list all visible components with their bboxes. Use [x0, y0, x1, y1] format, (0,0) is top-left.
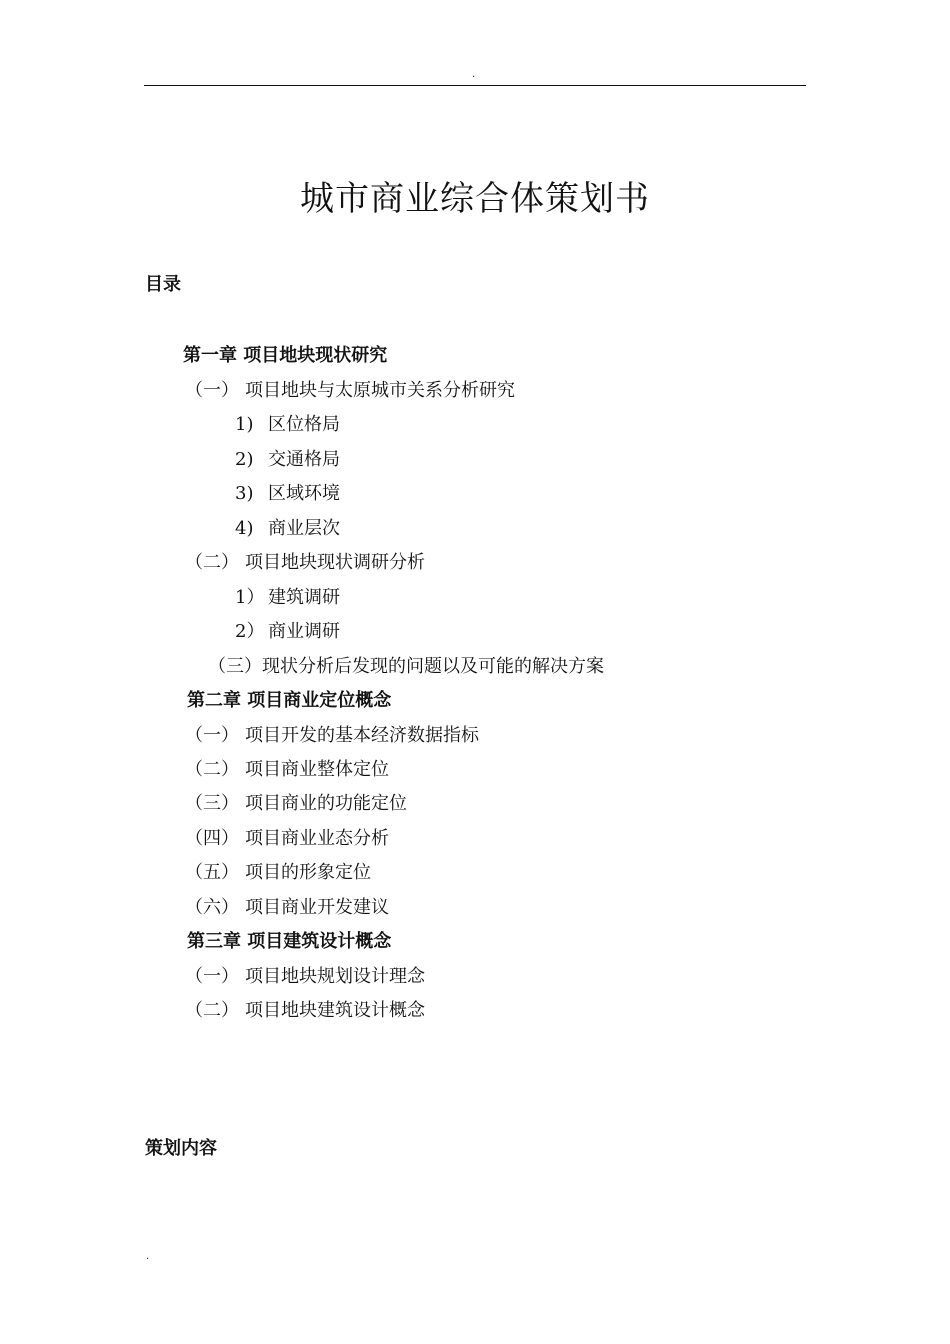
toc-entry-number: （二）	[185, 1000, 239, 1021]
toc-entry-text: 商业层次	[268, 518, 340, 539]
header-rule	[144, 85, 806, 86]
toc-entry	[235, 586, 340, 610]
toc-entry-text: 建筑调研	[268, 587, 340, 608]
toc-entry-number: 4)	[235, 518, 254, 539]
toc-entry-number: （一）	[185, 966, 239, 987]
toc-entry-text: 交通格局	[268, 449, 340, 470]
toc-entry-number: 1)	[235, 414, 254, 435]
toc-entry-text: （三）现状分析后发现的问题以及可能的解决方案	[208, 656, 604, 677]
toc-chapter	[183, 344, 387, 368]
toc-entry-number: （一）	[185, 380, 239, 401]
toc-entry-text: 项目的形象定位	[245, 862, 371, 883]
toc-entry-text: 第三章 项目建筑设计概念	[187, 931, 392, 952]
toc-entry-number: （五）	[185, 862, 239, 883]
toc-entry-number: （三）	[185, 793, 239, 814]
toc-entry	[185, 827, 389, 851]
toc-entry-text: 项目商业整体定位	[245, 759, 389, 780]
toc-entry	[185, 551, 425, 575]
toc-entry	[185, 758, 389, 782]
toc-entry-text: 第二章 项目商业定位概念	[187, 690, 392, 711]
toc-entry	[185, 379, 515, 403]
toc-chapter	[187, 689, 391, 713]
toc-entry-number: （四）	[185, 828, 239, 849]
toc-entry	[208, 655, 604, 679]
toc-chapter	[187, 930, 391, 954]
content-heading: 策划内容	[145, 1138, 217, 1159]
toc-entry-number: （二）	[185, 552, 239, 573]
toc-entry	[185, 724, 479, 748]
toc-entry	[235, 517, 340, 541]
toc-entry-text: 项目地块规划设计理念	[245, 966, 425, 987]
footer-mark: .	[146, 1251, 150, 1262]
toc-entry	[235, 620, 340, 644]
toc-entry-number: 2）	[235, 621, 265, 642]
toc-entry-text: 项目商业开发建议	[245, 897, 389, 918]
toc-entry-number: （一）	[185, 725, 239, 746]
toc-entry-text: 项目地块与太原城市关系分析研究	[245, 380, 515, 401]
toc-entry-text: 项目商业的功能定位	[245, 793, 407, 814]
toc-entry	[185, 792, 407, 816]
toc-entry-number: 1）	[235, 587, 265, 608]
document-title: 城市商业综合体策划书	[300, 179, 650, 219]
toc-entry	[235, 413, 340, 437]
toc-entry	[185, 896, 389, 920]
toc-entry-text: 第一章 项目地块现状研究	[183, 345, 388, 366]
toc-entry-text: 项目开发的基本经济数据指标	[245, 725, 479, 746]
header-mark: .	[472, 69, 476, 80]
toc-entry	[185, 861, 371, 885]
toc-entry	[235, 448, 340, 472]
toc-entry	[185, 965, 425, 989]
toc-entry-text: 项目地块建筑设计概念	[245, 1000, 425, 1021]
toc-entry-number: （二）	[185, 759, 239, 780]
toc-entry-text: 区域环境	[268, 483, 340, 504]
toc-entry-text: 项目商业业态分析	[245, 828, 389, 849]
toc-entry-text: 项目地块现状调研分析	[245, 552, 425, 573]
toc-heading: 目录	[145, 274, 181, 295]
toc-entry-number: 2)	[235, 449, 254, 470]
toc-entry	[185, 999, 425, 1023]
toc-entry	[235, 482, 340, 506]
toc-entry-text: 区位格局	[268, 414, 340, 435]
toc-entry-text: 商业调研	[268, 621, 340, 642]
toc-entry-number: （六）	[185, 897, 239, 918]
toc-entry-number: 3)	[235, 483, 254, 504]
